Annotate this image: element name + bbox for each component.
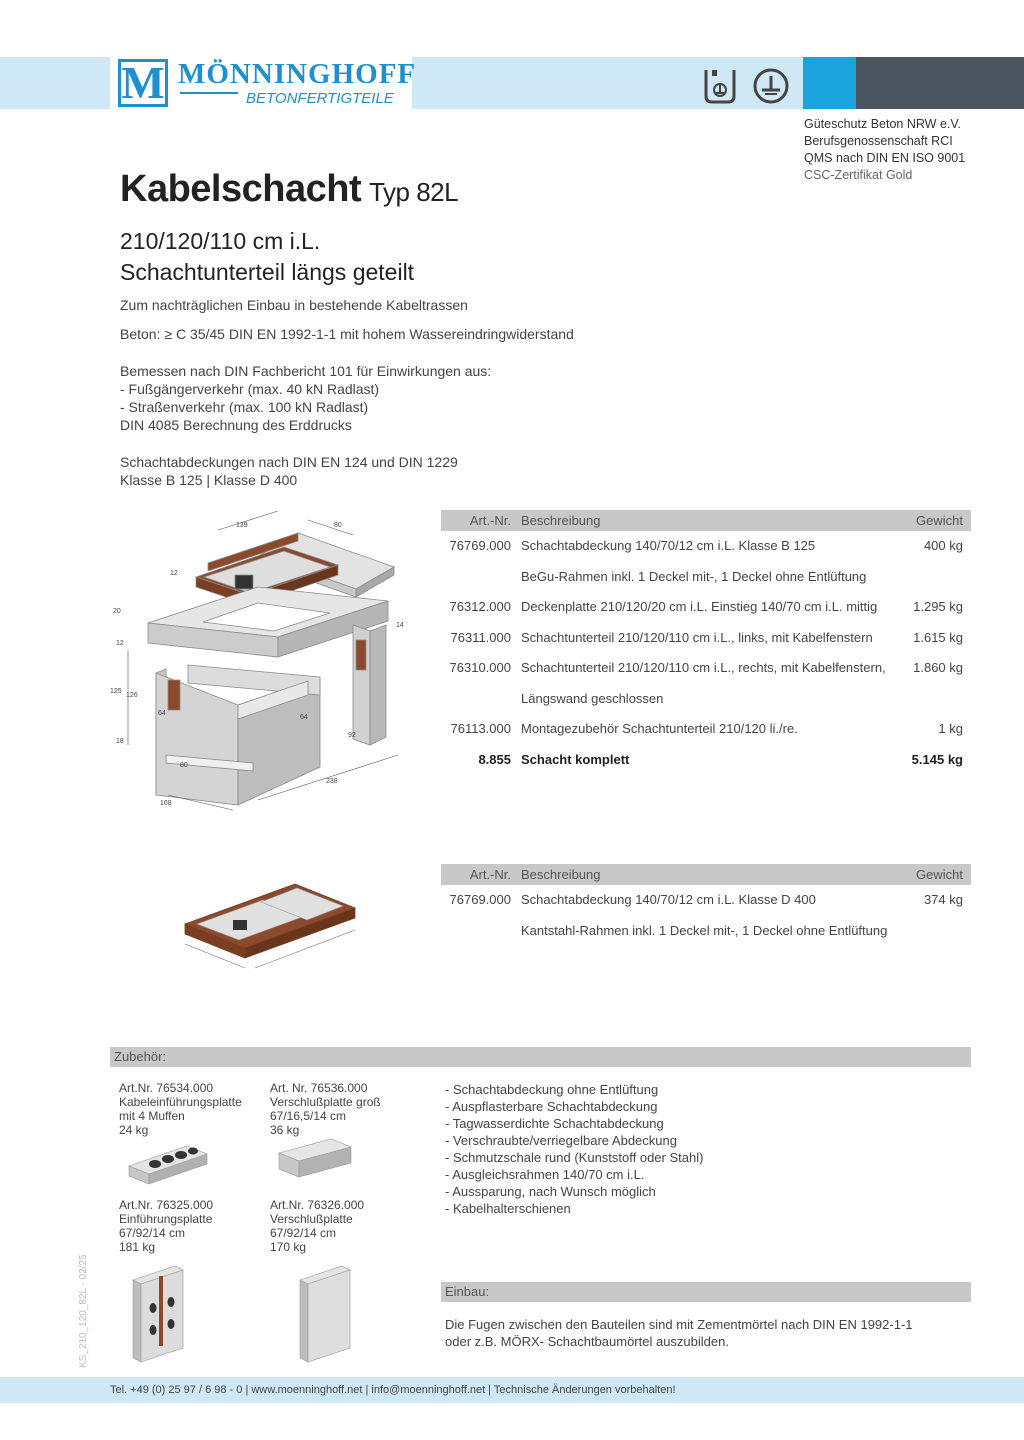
accessory-art: Art.Nr. 76326.000 (270, 1198, 365, 1212)
options-list (445, 1081, 703, 1217)
accessory-name: Verschlußplatte groß (270, 1095, 381, 1109)
concrete-spec: Beton: ≥ C 35/45 DIN EN 1992-1-1 mit hohem Wassereindringwiderstand (120, 326, 574, 342)
cert-line: CSC-Zertifikat Gold (804, 168, 913, 182)
total-art: 8.855 (478, 751, 511, 767)
footer-contact: Tel. +49 (0) 25 97 / 6 98 - 0 | www.moenninghoff.net | info@moenninghoff.net | Technische Änderungen vorbehalten! (110, 1384, 676, 1396)
dim-label: 12 (170, 570, 178, 577)
table-row (441, 916, 971, 947)
closure-plate-image (292, 1262, 362, 1367)
accessory-weight: 181 kg (119, 1240, 156, 1254)
list-item: - Tagwasserdichte Schachtabdeckung (445, 1116, 664, 1131)
cell-art: 76311.000 (450, 629, 511, 645)
list-item: - Aussparung, nach Wunsch möglich (445, 1184, 656, 1199)
cell-weight: 374 kg (923, 892, 963, 907)
accessory-art: Art.Nr. 76325.000 (119, 1198, 214, 1212)
cell-art: 76769.000 (449, 892, 511, 907)
table-row (441, 714, 971, 745)
brand-name: MÖNNINGHOFF (178, 58, 417, 90)
einbau-line: Die Fugen zwischen den Bauteilen sind mit Zementmörtel nach DIN EN 1992-1-1 (445, 1317, 913, 1332)
einbau-header: Einbau: (441, 1282, 971, 1302)
logo-rule (180, 92, 238, 94)
closure-plate-large-image (275, 1135, 355, 1185)
cell-desc: Schachtunterteil 210/120/110 cm i.L., links, mit Kabelfenstern (521, 629, 873, 645)
dim-label: 80 (180, 762, 188, 769)
dim-label: 238 (326, 778, 338, 785)
table-row (441, 684, 971, 715)
cover-line: Klasse B 125 | Klasse D 400 (120, 472, 298, 488)
accessory-detail: 67/92/14 cm (119, 1226, 186, 1240)
cell-art: 76113.000 (450, 721, 511, 736)
cell-desc: BeGu-Rahmen inkl. 1 Deckel mit-, 1 Deckel ohne Entlüftung (521, 568, 867, 584)
table-row (441, 885, 971, 916)
subtitle-dimensions: 210/120/110 cm i.L. (120, 228, 321, 254)
cell-desc: Längswand geschlossen (521, 690, 664, 706)
design-basis (120, 362, 491, 434)
cell-art: 76312.000 (449, 599, 511, 614)
table-row (441, 592, 971, 623)
cover-d400-drawing (165, 872, 365, 982)
dim-label: 168 (160, 800, 172, 807)
dim-label: 12 (116, 640, 124, 647)
cell-weight: 1.615 kg (913, 629, 963, 645)
cover-standards (120, 453, 458, 489)
accessory-art: Art. Nr. 76536.000 (270, 1081, 368, 1095)
parts-table (441, 510, 971, 775)
list-item: - Verschraubte/verriegelbare Abdeckung (445, 1133, 677, 1148)
table-row (441, 562, 971, 593)
subtitle (120, 226, 414, 288)
einbau-text (445, 1316, 913, 1350)
dim-label: 20 (113, 608, 121, 615)
dim-label: 14 (396, 622, 404, 629)
accessory-item (270, 1081, 381, 1137)
cell-weight: 1 kg (938, 721, 963, 736)
col-desc: Beschreibung (521, 513, 601, 528)
document-code: KS_210_120_82L - 02/25 (78, 1254, 89, 1368)
brand-subtitle: BETONFERTIGTEILE (246, 90, 394, 107)
cell-weight: 400 kg (923, 538, 963, 553)
cert-line: QMS nach DIN EN ISO 9001 (804, 151, 966, 165)
col-desc: Beschreibung (521, 867, 601, 882)
title-main: Kabelschacht (120, 168, 362, 210)
dim-label: 126 (126, 692, 138, 699)
list-item: - Kabelhalterschienen (445, 1201, 571, 1216)
col-art: Art.-Nr. (469, 867, 511, 882)
accessory-item (119, 1081, 242, 1137)
accessory-weight: 170 kg (270, 1240, 307, 1254)
cert-line: Berufsgenossenschaft RCI (804, 134, 953, 148)
table-header (441, 510, 971, 531)
accessory-item (270, 1198, 364, 1254)
col-art: Art.-Nr. (469, 513, 511, 528)
list-item: - Ausgleichsrahmen 140/70 cm i.L. (445, 1167, 645, 1182)
accessory-detail: 67/16,5/14 cm (270, 1109, 347, 1123)
accessory-detail: 67/92/14 cm (270, 1226, 337, 1240)
accessory-item (119, 1198, 213, 1254)
accessory-name: Einführungsplatte (119, 1212, 213, 1226)
certifications (804, 116, 965, 184)
table-row (441, 531, 971, 562)
total-weight: 5.145 kg (911, 751, 963, 767)
accessory-detail: mit 4 Muffen (119, 1109, 185, 1123)
col-weight: Gewicht (916, 867, 963, 882)
page-title (120, 168, 458, 211)
cell-desc: Montagezubehör Schachtunterteil 210/120 li./re. (521, 721, 798, 736)
table-row (441, 623, 971, 654)
accessories-header: Zubehör: (110, 1047, 971, 1067)
design-line: - Straßenverkehr (max. 100 kN Radlast) (120, 399, 369, 415)
cover-line: Schachtabdeckungen nach DIN EN 124 und DIN 1229 (120, 454, 458, 470)
cell-weight: 1.295 kg (913, 599, 963, 614)
dim-label: 92 (348, 732, 356, 739)
dim-label: 80 (334, 522, 342, 529)
cell-desc: Schachtabdeckung 140/70/12 cm i.L. Klasse B 125 (521, 538, 816, 553)
intro-text: Zum nachträglichen Einbau in bestehende Kabeltrassen (120, 297, 468, 313)
dim-label: 64 (158, 710, 166, 717)
design-line: DIN 4085 Berechnung des Erddrucks (120, 417, 352, 433)
subtitle-variant: Schachtunterteil längs geteilt (120, 259, 415, 285)
ground-symbol-icon (751, 66, 791, 106)
shaft-icon (700, 66, 740, 106)
entry-plate-image (125, 1262, 195, 1367)
dim-label: 125 (110, 688, 122, 695)
cell-art: 76310.000 (449, 660, 511, 675)
cell-art: 76769.000 (449, 538, 511, 553)
cover-table (441, 864, 971, 946)
accessory-weight: 24 kg (119, 1123, 149, 1137)
cable-entry-plate-image (125, 1140, 210, 1188)
table-row (441, 653, 971, 684)
dim-label: 64 (300, 714, 308, 721)
cert-line: Güteschutz Beton NRW e.V. (804, 117, 962, 131)
accessory-name: Kabeleinführungsplatte (119, 1095, 242, 1109)
dim-label: 18 (116, 738, 124, 745)
shaft-exploded-drawing (108, 505, 413, 815)
dim-label: 139 (236, 522, 248, 529)
cell-weight: 1.860 kg (913, 660, 963, 675)
accessory-weight: 36 kg (270, 1123, 300, 1137)
title-type: Typ 82L (369, 177, 459, 207)
einbau-line: oder z.B. MÖRX- Schachtbaumörtel auszubilden. (445, 1334, 729, 1349)
design-line: Bemessen nach DIN Fachbericht 101 für Einwirkungen aus: (120, 363, 492, 379)
list-item: - Schmutzschale rund (Kunststoff oder Stahl) (445, 1150, 704, 1165)
col-weight: Gewicht (916, 513, 963, 528)
cell-desc: Deckenplatte 210/120/20 cm i.L. Einstieg 140/70 cm i.L. mittig (521, 599, 878, 614)
cell-desc: Schachtunterteil 210/120/110 cm i.L., rechts, mit Kabelfenstern, (521, 660, 886, 675)
accessory-name: Verschlußplatte (270, 1212, 353, 1226)
cell-desc: Schachtabdeckung 140/70/12 cm i.L. Klasse D 400 (521, 892, 816, 907)
header-accent (803, 57, 856, 109)
table-total-row (441, 745, 971, 776)
header-dark-block (856, 57, 1024, 109)
list-item: - Auspflasterbare Schachtabdeckung (445, 1099, 658, 1114)
design-line: - Fußgängerverkehr (max. 40 kN Radlast) (120, 381, 380, 397)
cell-desc: Kantstahl-Rahmen inkl. 1 Deckel mit-, 1 Deckel ohne Entlüftung (521, 922, 888, 938)
footer (0, 1377, 1024, 1403)
accessory-art: Art.Nr. 76534.000 (119, 1081, 214, 1095)
table-header (441, 864, 971, 885)
logo-mark: M (118, 59, 168, 107)
list-item: - Schachtabdeckung ohne Entlüftung (445, 1082, 659, 1097)
total-desc: Schacht komplett (521, 751, 630, 767)
